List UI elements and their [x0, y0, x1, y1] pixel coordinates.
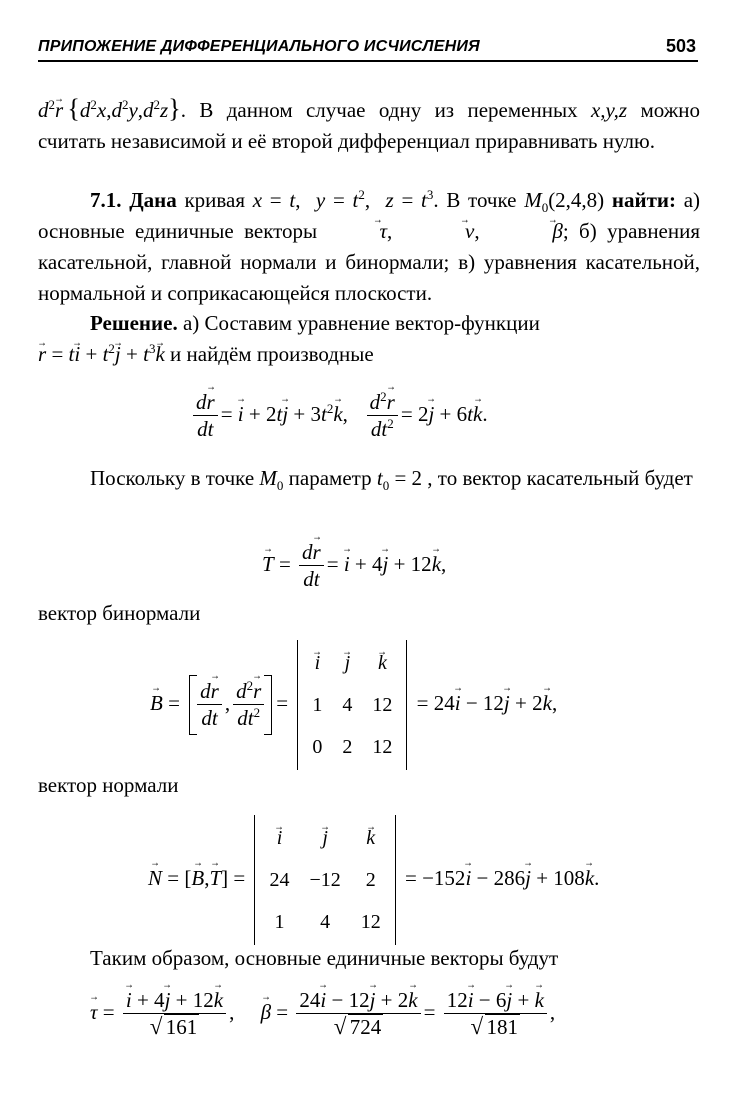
task-find-a: а) основные единичные векторы [38, 188, 701, 243]
tangent-text-a: Поскольку в точке [90, 466, 260, 490]
task-find-label: найти: [611, 188, 676, 212]
binormal-determinant: → i → j → k 1 4 12 0 2 12 [297, 640, 407, 770]
solution-label: Решение. [90, 311, 178, 335]
tangent-text-c: = 2 , то вектор касательный будет [389, 466, 693, 490]
p1-vars: x,y,z [590, 98, 628, 122]
p1-tail: . В данном случае одну из переменных [180, 98, 591, 122]
page-header [38, 30, 698, 62]
running-title: ПРИПОЖЕНИЕ ДИФФЕРЕНЦИАЛЬНОГО ИСЧИСЛЕНИЯ [38, 38, 480, 55]
paragraph-continuation: $d^2\to r$ $\{d^2x,d^2y,d^2z\}$. В данном случае одну из переменных x,y,z можно считать независимой и её второй дифференциал приравнивать нулю. [38, 93, 700, 157]
tangent-paragraph: Поскольку в точке $M_0$ параметр $t_0 = 2$ , то вектор касательный будет [90, 466, 693, 494]
solution-paragraph: Решение. а) Составим уравнение вектор-функции → $r = t\to i + t^2\to j + t^3\to k$ и найдём производные [38, 308, 700, 370]
binormal-label: вектор бинормали [38, 601, 201, 625]
solution-text1: а) Составим уравнение вектор-функции [177, 311, 540, 335]
task-given: кривая [176, 188, 253, 212]
solution-text2: и найдём производные [164, 342, 374, 366]
tangent-vector-formula: → T = $\frac{d\to r}{dt}$ = → i + 4→ j + 12→ k, [262, 542, 446, 590]
normal-label: вектор нормали [38, 773, 179, 797]
normal-determinant: → i → j → k 24 −12 2 1 4 12 [254, 815, 395, 945]
p1-text2: можно считать независимой и её второй дифференциал приравнивать нулю. [38, 98, 701, 153]
summary-paragraph: Таким образом, основные единичные векторы будут [90, 946, 559, 970]
task-find-b: ; б) уравнения касательной, главной нормали и бинормали; в) уравнения касательной, нормальной и соприкасающейся плоскости. [38, 219, 701, 305]
normal-formula: → N = [→ B,→ T] = → i → j → k 24 −12 2 1 4 12 = −152→ i − 286→ j + 108→ k. [148, 815, 599, 945]
derivatives-formula: $\frac{d\to r}{dt}$ = → $i + 2t\to j + 3t^2\to k$, $\frac{d^2\to r}{dt^2}$ = 2→ j + 6t→ k. [190, 392, 488, 440]
unit-vectors-formula: → τ = → i + 4→ j + 12→ k √ 161 , → β = 24→ i − 12→ j + 2→ k √ 724 = 12→ i − 6→ j + → k √ 181 , [90, 990, 555, 1038]
tangent-text-b: параметр [283, 466, 377, 490]
task-number: 7.1. Дана [90, 188, 177, 212]
task-statement: 7.1. Дана кривая x = t, $y = t^2$, $z = t^3$. В точке $M_0(2,4,8)$ найти: а) основные единичные векторы → τ, → ν, → β; б) уравнения касательной, главной нормали и бинормали; в) уравнения касательной, нормальной и соприкасающейся плоскости. [38, 185, 700, 309]
page-number: 503 [665, 36, 696, 56]
binormal-formula: → B = $\frac{d\to r}{dt}$ , $\frac{d^2\to r}{dt^2}$ = → i → j → k 1 4 12 0 2 12 = 24→ i − 12→ j + 2→ k, [150, 640, 557, 770]
